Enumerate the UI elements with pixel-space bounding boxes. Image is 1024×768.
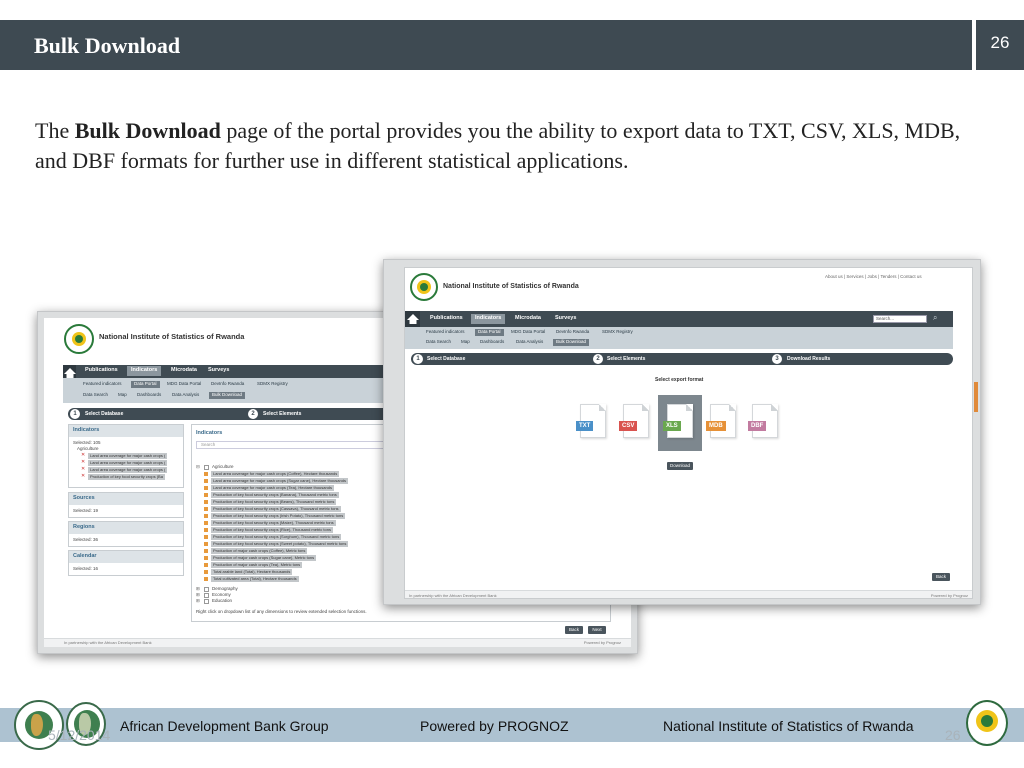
indicator-icon: [204, 493, 208, 497]
hint-text: Right click on dropdown list of any dimensions to review extended selection functions.: [196, 609, 367, 614]
sub-sdmx-registry[interactable]: SDMX Registry: [257, 381, 288, 386]
slide-date: 5/12/2014: [48, 727, 111, 743]
sub-mdg-data-portal[interactable]: MDG Data Portal: [167, 381, 202, 386]
tree-item[interactable]: Land area coverage for major cash crops (Sugar cane), Hectare thousands: [213, 478, 346, 483]
nav-surveys[interactable]: Surveys: [555, 315, 577, 321]
sub-data-portal[interactable]: Data Portal: [475, 329, 504, 336]
step-1-label[interactable]: Select Database: [427, 356, 466, 362]
sub-featured-indicators[interactable]: Featured indicators: [83, 381, 122, 386]
sub-mdg-data-portal[interactable]: MDG Data Portal: [511, 329, 546, 334]
sub-map[interactable]: Map: [118, 392, 127, 397]
indicator-icon: [204, 549, 208, 553]
remove-icon[interactable]: ✕: [81, 459, 86, 465]
tree-item[interactable]: Total arable land (Total), Hectare thousands: [213, 569, 291, 574]
page-fold: [642, 404, 649, 411]
page-fold: [686, 404, 693, 411]
search-icon[interactable]: ⌕: [933, 313, 938, 322]
tree-item[interactable]: Production of key food security crops (Maize), Thousand metric tons: [213, 520, 334, 525]
intro-paragraph: [35, 116, 965, 176]
expand-icon[interactable]: ⊞: [196, 592, 200, 597]
back-button[interactable]: Back: [565, 626, 583, 634]
sub-bulk-download[interactable]: Bulk Download: [553, 339, 589, 346]
tree-item[interactable]: Production of major cash crops (Coffee), Metric tons: [213, 548, 306, 553]
tree-item[interactable]: Production of key food security crops (Irish Potato), Thousand metric tons: [213, 513, 344, 518]
screenshot-download-results: [383, 259, 981, 605]
format-label: XLS: [663, 421, 681, 431]
indicator-icon: [204, 570, 208, 574]
indicator-icon: [204, 542, 208, 546]
expand-icon[interactable]: ⊞: [196, 598, 200, 603]
powered-text: Powered by Prognoz: [583, 640, 621, 645]
regions-panel[interactable]: [68, 521, 184, 547]
tree-group-label: Economy: [212, 592, 231, 597]
step-1-number: 1: [70, 409, 80, 419]
search-placeholder: Search...: [876, 316, 895, 321]
step-2-number: 2: [248, 409, 258, 419]
indicator-icon: [204, 472, 208, 476]
tree-checkbox[interactable]: [204, 465, 209, 470]
selected-item: Land area coverage for major cash crops (: [90, 467, 166, 472]
selected-item: Land area coverage for major cash crops (: [90, 460, 166, 465]
nav-publications[interactable]: Publications: [430, 315, 463, 321]
step-3-number: 3: [772, 354, 782, 364]
back-button[interactable]: Back: [932, 573, 950, 581]
portal-footer: [405, 590, 973, 599]
indicators-tree-title: Indicators: [196, 430, 223, 436]
sub-nav: [405, 327, 953, 349]
nav-indicators[interactable]: Indicators: [471, 314, 505, 324]
intro-bold: Bulk Download: [74, 118, 221, 143]
indicator-icon: [204, 528, 208, 532]
tree-item[interactable]: Land area coverage for major cash crops (Coffee), Hectare thousands: [213, 471, 338, 476]
main-nav: [405, 311, 953, 327]
sub-dashboards[interactable]: Dashboards: [137, 392, 162, 397]
portal-footer: [44, 638, 631, 647]
partnership-text: In partnership with the African Development Bank: [64, 640, 152, 645]
home-icon[interactable]: [405, 311, 420, 327]
format-label: TXT: [576, 421, 593, 431]
calendar-panel-title: Calendar: [69, 551, 183, 563]
indicator-icon: [204, 563, 208, 567]
tree-item[interactable]: Production of key food security crops (Cassava), Thousand metric tons: [213, 506, 339, 511]
indicator-icon: [204, 514, 208, 518]
scroll-tab[interactable]: [974, 382, 978, 412]
indicator-icon: [204, 507, 208, 511]
org-name: National Institute of Statistics of Rwanda: [443, 283, 579, 290]
search-input[interactable]: [873, 315, 927, 323]
download-button[interactable]: Download: [667, 462, 693, 470]
sources-panel[interactable]: [68, 492, 184, 518]
page-fold: [771, 404, 778, 411]
format-xls-icon[interactable]: [667, 404, 693, 438]
indicators-selected: Selected: 105: [73, 440, 101, 445]
nav-microdata[interactable]: Microdata: [515, 315, 541, 321]
powered-text: Powered by Prognoz: [930, 593, 968, 598]
nav-surveys[interactable]: Surveys: [208, 367, 230, 373]
home-icon[interactable]: [63, 365, 76, 378]
indicators-panel[interactable]: [68, 424, 184, 488]
wizard-steps: [68, 408, 393, 420]
sub-data-search[interactable]: Data Search: [83, 392, 109, 397]
page-fold: [729, 404, 736, 411]
sources-panel-title: Sources: [69, 493, 183, 505]
wizard-steps: [411, 353, 953, 365]
indicator-icon: [204, 556, 208, 560]
regions-panel-title: Regions: [69, 522, 183, 534]
calendar-selected: Selected: 16: [73, 566, 99, 571]
tree-item[interactable]: Production of key food security crops (Beans), Thousand metric tons: [213, 499, 335, 504]
step-3-label[interactable]: Download Results: [787, 356, 831, 362]
indicator-icon: [204, 535, 208, 539]
format-label: CSV: [619, 421, 637, 431]
selected-item: Production of key food security crops (Ba: [90, 474, 163, 479]
tree-item[interactable]: Production of major cash crops (Tea), Metric tons: [213, 562, 301, 567]
nav-microdata[interactable]: Microdata: [171, 367, 197, 373]
nav-indicators[interactable]: Indicators: [127, 366, 161, 376]
footer-right-text: National Institute of Statistics of Rwanda: [663, 718, 914, 734]
sub-devinfo-rwanda[interactable]: DevInfo Rwanda: [211, 381, 245, 386]
tree-checkbox[interactable]: [204, 587, 209, 592]
indicator-icon: [204, 479, 208, 483]
nisr-seal-icon: [966, 700, 1008, 746]
tree-item[interactable]: Production of key food security crops (Banana), Thousand metric tons: [213, 492, 337, 497]
sub-sdmx-registry[interactable]: SDMX Registry: [602, 329, 633, 334]
sub-data-search[interactable]: Data Search: [426, 339, 452, 344]
title-bar: [0, 20, 972, 70]
org-name: National Institute of Statistics of Rwanda: [99, 332, 245, 341]
nisr-logo: [410, 273, 438, 301]
tree-item[interactable]: Production of key food security crops (Sweet potato), Thousand metric tons: [213, 541, 347, 546]
tree-item[interactable]: Production of major cash crops (Sugar cane), Metric tons: [213, 555, 315, 560]
format-title: Select export format: [655, 377, 704, 383]
intro-suffix: page of the portal provides you the ability to export data to TXT, CSV, XLS, MDB, and DBF formats for further use in different statistical applications.: [35, 118, 961, 173]
sub-devinfo-rwanda[interactable]: DevInfo Rwanda: [556, 329, 590, 334]
next-button[interactable]: Next: [588, 626, 606, 634]
indicators-group: Agriculture: [77, 446, 99, 451]
format-label: DBF: [748, 421, 766, 431]
sub-dashboards[interactable]: Dashboards: [480, 339, 505, 344]
footer-center-text: Powered by PROGNOZ: [420, 718, 569, 734]
step-1-number: 1: [413, 354, 423, 364]
step-2-label[interactable]: Select Elements: [263, 411, 302, 417]
indicator-icon: [204, 486, 208, 490]
slide-number-box: [976, 20, 1024, 70]
tree-group-label: Education: [212, 598, 233, 603]
sub-bulk-download[interactable]: Bulk Download: [209, 392, 245, 399]
calendar-panel[interactable]: [68, 550, 184, 576]
expand-icon[interactable]: ⊟: [196, 464, 200, 469]
sub-data-portal[interactable]: Data Portal: [131, 381, 160, 388]
step-1-label[interactable]: Select Database: [85, 411, 124, 417]
indicator-icon: [204, 500, 208, 504]
expand-icon[interactable]: ⊞: [196, 586, 200, 591]
slide-title: Bulk Download: [34, 33, 181, 58]
remove-icon[interactable]: ✕: [81, 452, 86, 458]
tree-checkbox[interactable]: [204, 599, 209, 604]
sources-selected: Selected: 19: [73, 508, 99, 513]
tree-item[interactable]: Production of key food security crops (Sorghum), Thousand metric tons: [213, 534, 340, 539]
remove-icon[interactable]: ✕: [81, 473, 86, 479]
nisr-logo: [64, 324, 94, 354]
top-links[interactable]: About us | Services | Jobs | Tenders | Contact us: [825, 274, 922, 279]
tree-item[interactable]: Total cultivated area (Total), Hectare thousands: [213, 576, 297, 581]
screenshot-2-viewport: [404, 267, 973, 599]
step-2-label[interactable]: Select Elements: [607, 356, 646, 362]
regions-selected: Selected: 36: [73, 537, 99, 542]
nav-publications[interactable]: Publications: [85, 367, 118, 373]
indicator-icon: [204, 521, 208, 525]
footer-left-text: African Development Bank Group: [120, 718, 329, 734]
indicator-icon: [204, 577, 208, 581]
format-dbf-icon[interactable]: [752, 404, 778, 438]
remove-icon[interactable]: ✕: [81, 466, 86, 472]
tree-item[interactable]: Production of key food security crops (Rice), Thousand metric tons: [213, 527, 331, 532]
sub-data-analysis[interactable]: Data Analysis: [516, 339, 544, 344]
tree-group-label: Demography: [212, 586, 238, 591]
format-mdb-icon[interactable]: [710, 404, 736, 438]
page-fold: [599, 404, 606, 411]
format-txt-icon[interactable]: [580, 404, 606, 438]
indicators-panel-title: Indicators: [69, 425, 183, 437]
step-2-number: 2: [593, 354, 603, 364]
tree-root-label: Agriculture: [212, 464, 234, 469]
slide-page: 26: [945, 727, 961, 743]
sub-nav: [63, 378, 393, 403]
sub-data-analysis[interactable]: Data Analysis: [172, 392, 200, 397]
intro-prefix: The: [35, 118, 75, 143]
slide-number: 26: [990, 33, 1010, 52]
selected-item: Land area coverage for major cash crops (: [90, 453, 166, 458]
tree-item[interactable]: Land area coverage for major cash crops (Tea), Hectare thousands: [213, 485, 332, 490]
tree-checkbox[interactable]: [204, 593, 209, 598]
sub-map[interactable]: Map: [461, 339, 470, 344]
format-label: MDB: [706, 421, 726, 431]
main-nav: [63, 365, 393, 378]
tree-search-placeholder: Search: [201, 442, 216, 447]
format-csv-icon[interactable]: [623, 404, 649, 438]
sub-featured-indicators[interactable]: Featured indicators: [426, 329, 465, 334]
partnership-text: In partnership with the African Development Bank: [409, 593, 497, 598]
